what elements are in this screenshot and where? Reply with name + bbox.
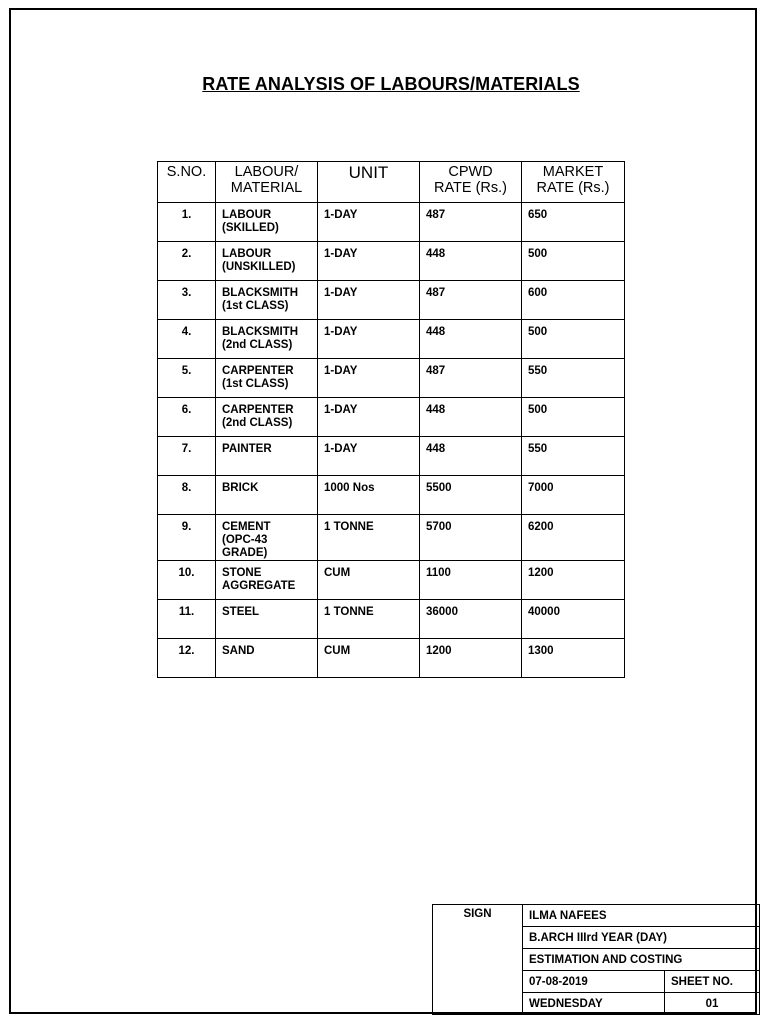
row-sno: 6. (158, 398, 216, 437)
row-cpwd-rate: 448 (420, 242, 522, 281)
sheet-date: 07-08-2019 (523, 971, 665, 993)
row-market-rate: 650 (522, 203, 625, 242)
row-material: STONE AGGREGATE (216, 561, 318, 600)
row-sno: 3. (158, 281, 216, 320)
row-cpwd-rate: 36000 (420, 600, 522, 639)
sheet-no-value: 01 (665, 993, 760, 1015)
row-material: CARPENTER (2nd CLASS) (216, 398, 318, 437)
row-sno: 8. (158, 476, 216, 515)
row-unit: 1-DAY (318, 437, 420, 476)
row-material: BLACKSMITH (1st CLASS) (216, 281, 318, 320)
row-sno: 7. (158, 437, 216, 476)
row-market-rate: 500 (522, 398, 625, 437)
table-row (158, 242, 625, 281)
row-sno: 12. (158, 639, 216, 678)
table-row (158, 281, 625, 320)
header-material: LABOUR/ MATERIAL (216, 162, 318, 203)
table-row (158, 600, 625, 639)
row-unit: 1 TONNE (318, 600, 420, 639)
row-material: SAND (216, 639, 318, 678)
row-market-rate: 1300 (522, 639, 625, 678)
header-sno: S.NO. (158, 162, 216, 203)
row-material: CEMENT (OPC-43 GRADE) (216, 515, 318, 561)
row-sno: 2. (158, 242, 216, 281)
row-unit: 1-DAY (318, 203, 420, 242)
table-row (158, 398, 625, 437)
row-unit: CUM (318, 639, 420, 678)
row-cpwd-rate: 448 (420, 320, 522, 359)
table-row (158, 476, 625, 515)
row-material: LABOUR (UNSKILLED) (216, 242, 318, 281)
row-cpwd-rate: 1100 (420, 561, 522, 600)
row-market-rate: 6200 (522, 515, 625, 561)
row-sno: 9. (158, 515, 216, 561)
row-material: BRICK (216, 476, 318, 515)
row-cpwd-rate: 448 (420, 437, 522, 476)
row-cpwd-rate: 448 (420, 398, 522, 437)
subject-name: ESTIMATION AND COSTING (523, 949, 760, 971)
row-market-rate: 600 (522, 281, 625, 320)
row-cpwd-rate: 487 (420, 359, 522, 398)
table-row (158, 203, 625, 242)
row-market-rate: 550 (522, 359, 625, 398)
row-sno: 11. (158, 600, 216, 639)
row-material: PAINTER (216, 437, 318, 476)
table-row (158, 561, 625, 600)
row-cpwd-rate: 487 (420, 281, 522, 320)
row-market-rate: 7000 (522, 476, 625, 515)
row-sno: 5. (158, 359, 216, 398)
row-material: CARPENTER (1st CLASS) (216, 359, 318, 398)
row-sno: 4. (158, 320, 216, 359)
table-row (158, 437, 625, 476)
table-header-row (158, 162, 625, 203)
row-unit: 1-DAY (318, 359, 420, 398)
row-cpwd-rate: 5700 (420, 515, 522, 561)
student-name: ILMA NAFEES (523, 905, 760, 927)
row-cpwd-rate: 5500 (420, 476, 522, 515)
sign-box (433, 905, 523, 1015)
row-material: STEEL (216, 600, 318, 639)
row-cpwd-rate: 487 (420, 203, 522, 242)
row-market-rate: 550 (522, 437, 625, 476)
table-row (158, 320, 625, 359)
sheet-no-label: SHEET NO. (665, 971, 760, 993)
row-unit: CUM (318, 561, 420, 600)
row-market-rate: 500 (522, 242, 625, 281)
row-sno: 1. (158, 203, 216, 242)
header-market-rate: MARKET RATE (Rs.) (522, 162, 625, 203)
header-unit: UNIT (318, 162, 420, 203)
table-row (158, 359, 625, 398)
row-unit: 1-DAY (318, 242, 420, 281)
row-material: LABOUR (SKILLED) (216, 203, 318, 242)
row-market-rate: 40000 (522, 600, 625, 639)
row-sno: 10. (158, 561, 216, 600)
row-unit: 1-DAY (318, 398, 420, 437)
row-unit: 1-DAY (318, 281, 420, 320)
row-unit: 1 TONNE (318, 515, 420, 561)
table-row (158, 515, 625, 561)
page-title: RATE ANALYSIS OF LABOURS/MATERIALS (202, 74, 580, 94)
header-cpwd-rate: CPWD RATE (Rs.) (420, 162, 522, 203)
title-block (432, 904, 760, 1015)
rate-table (157, 161, 625, 678)
row-unit: 1000 Nos (318, 476, 420, 515)
row-market-rate: 1200 (522, 561, 625, 600)
sheet-day: WEDNESDAY (523, 993, 665, 1015)
table-row (158, 639, 625, 678)
row-unit: 1-DAY (318, 320, 420, 359)
row-market-rate: 500 (522, 320, 625, 359)
course-name: B.ARCH IIIrd YEAR (DAY) (523, 927, 760, 949)
row-cpwd-rate: 1200 (420, 639, 522, 678)
row-material: BLACKSMITH (2nd CLASS) (216, 320, 318, 359)
sign-label: SIGN (463, 908, 492, 920)
